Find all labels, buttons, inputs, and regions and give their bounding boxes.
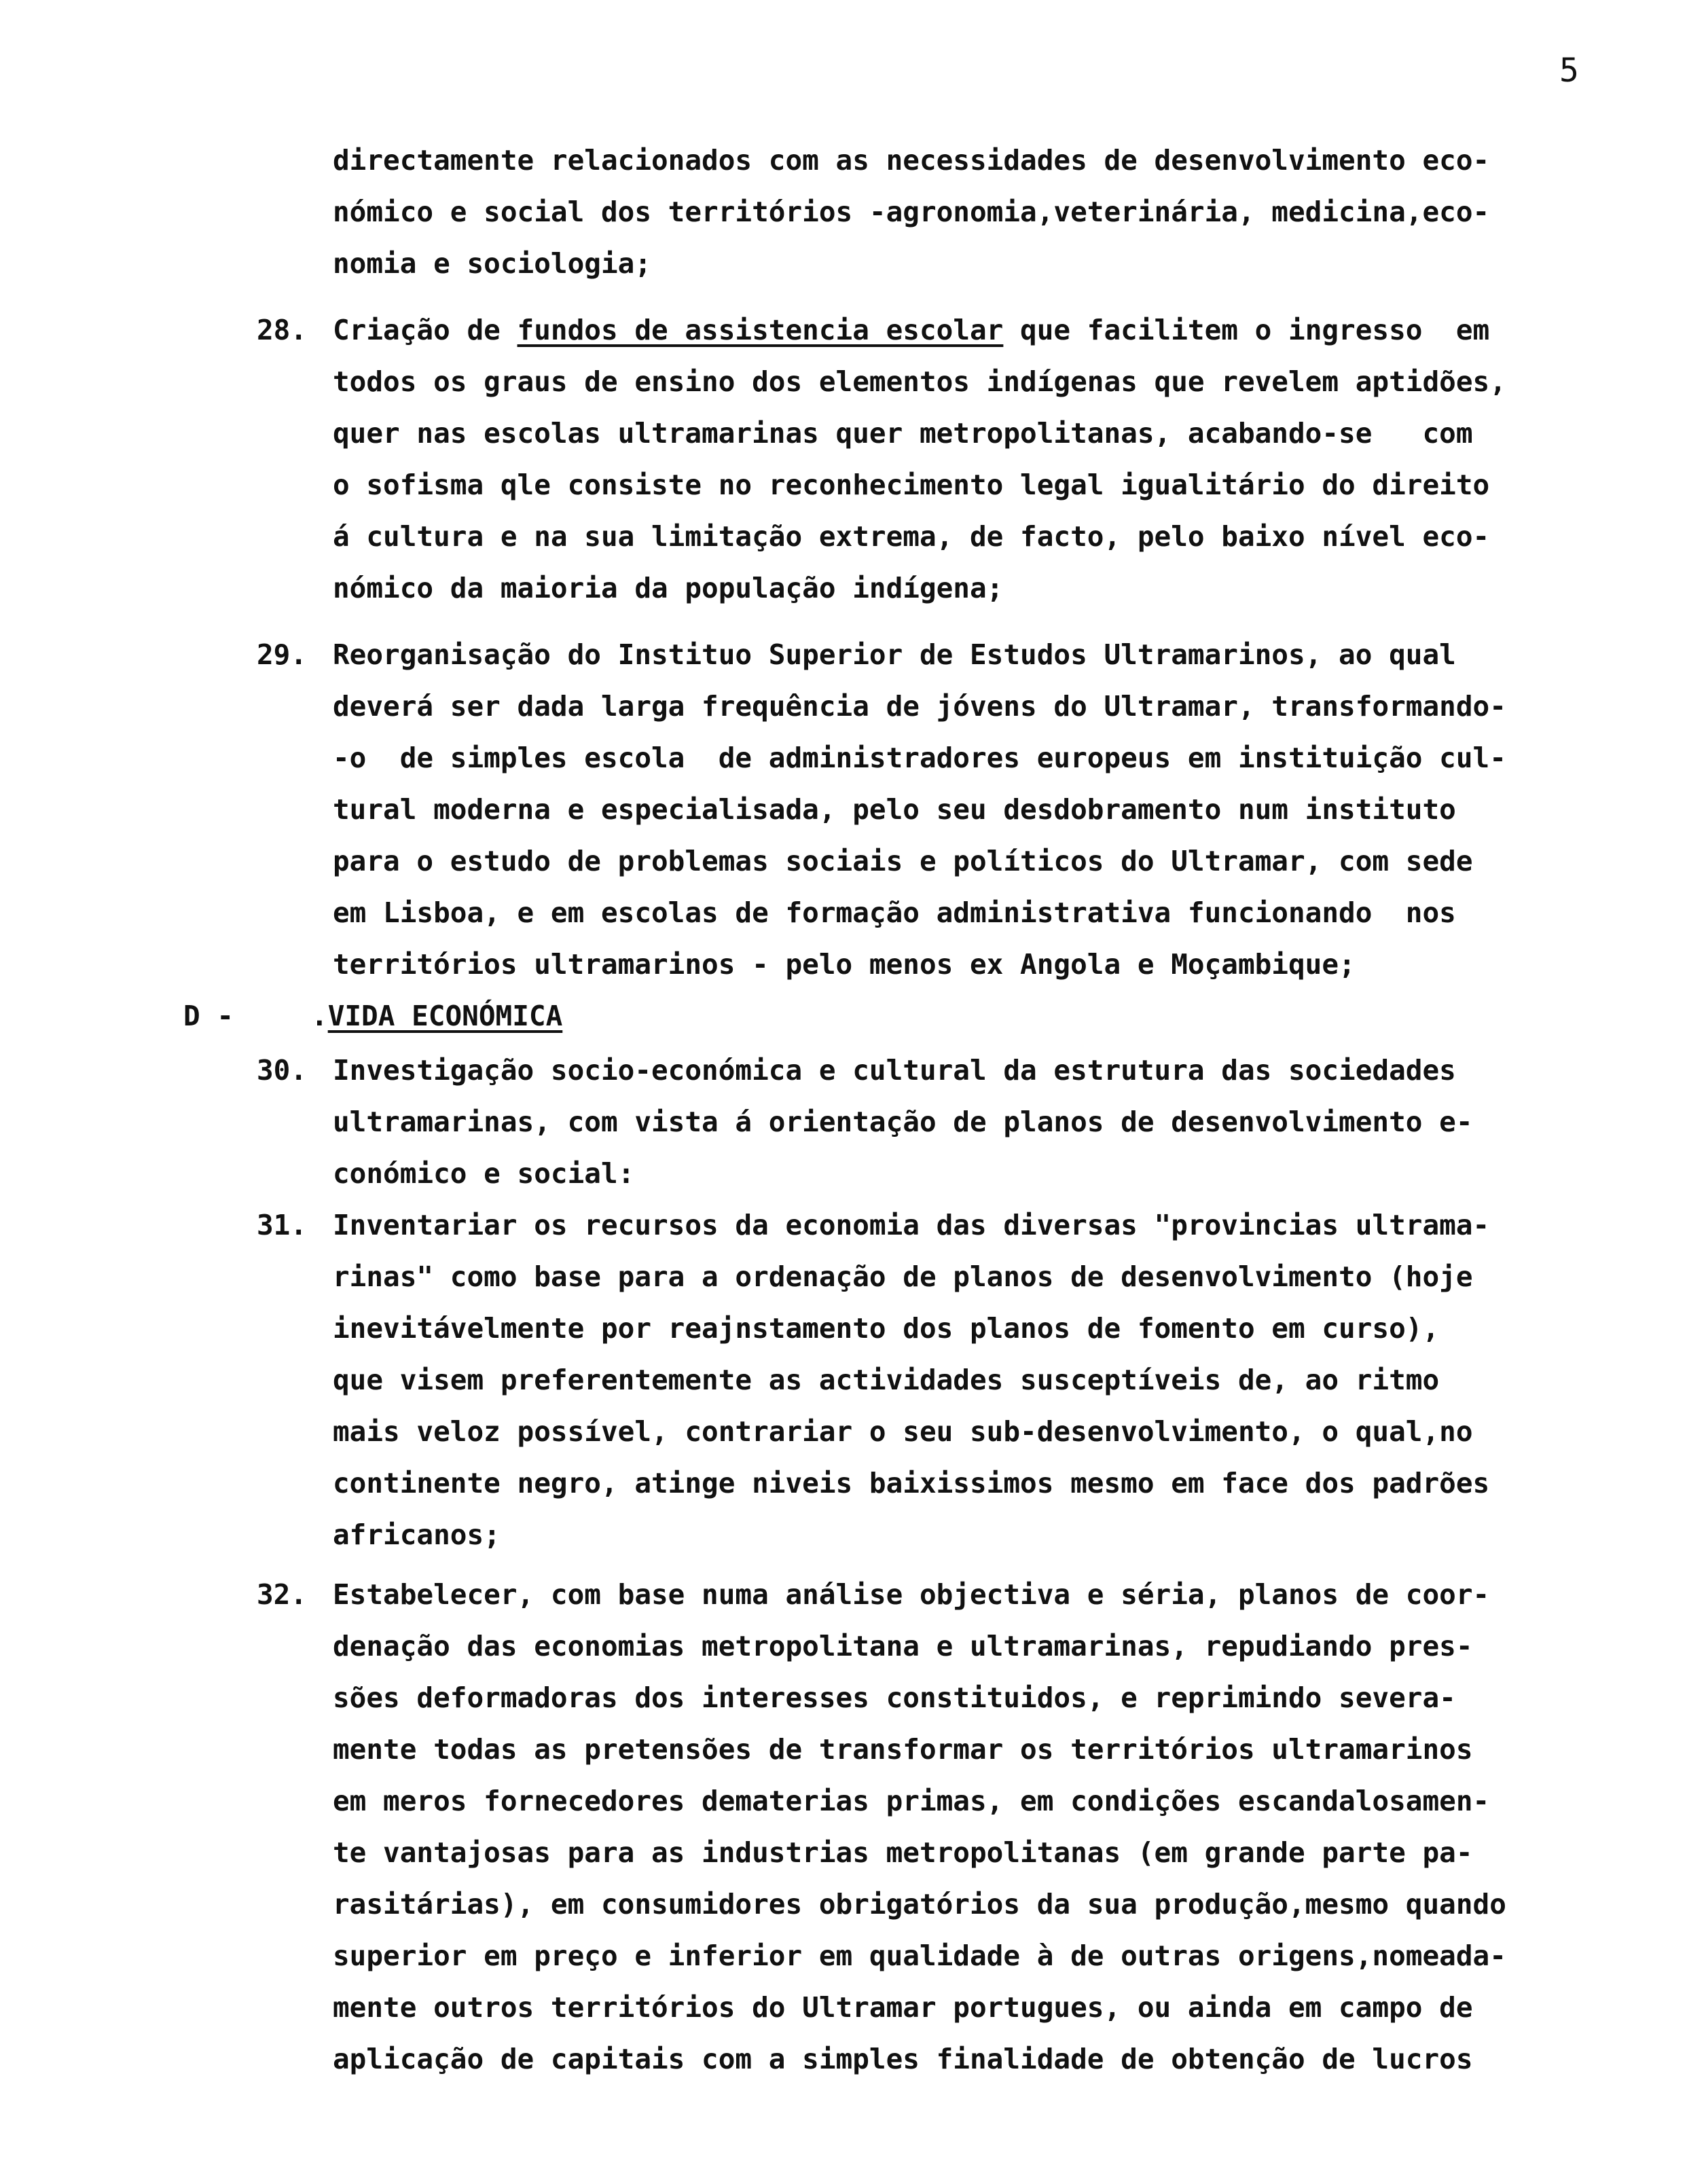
text-line: aplicação de capitais com a simples finalidade de obtenção de lucros [333, 2043, 1473, 2075]
text-line: continente negro, atinge niveis baixissimos mesmo em face dos padrões [333, 1467, 1490, 1499]
text-line: nomia e sociologia; [333, 247, 651, 280]
text-line: deverá ser dada larga frequência de jóvens do Ultramar, transformando- [333, 690, 1506, 723]
text-line: Estabelecer, com base numa análise objectiva e séria, planos de coor- [333, 1578, 1490, 1611]
text-line: rasitárias), em consumidores obrigatórios da sua produção,mesmo quando [333, 1888, 1506, 1921]
underlined-phrase: fundos de assistencia escolar [517, 314, 1004, 346]
text-line: para o estudo de problemas sociais e políticos do Ultramar, com sede [333, 845, 1473, 877]
text-line: mais veloz possível, contrariar o seu sub-desenvolvimento, o qual,no [333, 1415, 1473, 1448]
text-line: te vantajosas para as industrias metropolitanas (em grande parte pa- [333, 1836, 1473, 1869]
text-line [333, 316, 1489, 344]
text-line: em meros fornecedores dematerias primas, em condições escandalosamen- [333, 1785, 1490, 1817]
text-line: africanos; [333, 1518, 501, 1551]
section-letter: D - [183, 1000, 234, 1032]
text-line: conómico e social: [333, 1157, 635, 1190]
item-number-29: 29. [257, 638, 308, 671]
text-line: ultramarinas, com vista á orientação de planos de desenvolvimento e- [333, 1106, 1473, 1138]
text-line: em Lisboa, e em escolas de formação administrativa funcionando nos [333, 896, 1456, 929]
item-number-32: 32. [257, 1578, 308, 1611]
item-number-31: 31. [257, 1209, 308, 1241]
text-line: á cultura e na sua limitação extrema, de facto, pelo baixo nível eco- [333, 520, 1490, 553]
text-line: todos os graus de ensino dos elementos indígenas que revelem aptidões, [333, 365, 1506, 398]
text-line: rinas" como base para a ordenação de planos de desenvolvimento (hoje [333, 1260, 1473, 1293]
page-number: 5 [1559, 52, 1579, 90]
text-line: o sofisma qle consiste no reconhecimento legal igualitário do direito [333, 469, 1490, 501]
text-line: directamente relacionados com as necessidades de desenvolvimento eco- [333, 144, 1490, 177]
text-fragment: que facilitem o ingresso em [1003, 314, 1490, 346]
text-line: inevitávelmente por reajnstamento dos planos de fomento em curso), [333, 1312, 1440, 1345]
text-line: Inventariar os recursos da economia das diversas "provincias ultrama- [333, 1209, 1490, 1241]
text-line: nómico da maioria da população indígena; [333, 572, 1004, 604]
text-line: sões deformadoras dos interesses constituidos, e reprimindo severa- [333, 1681, 1456, 1714]
text-line: Reorganisação do Instituo Superior de Estudos Ultramarinos, ao qual [333, 638, 1456, 671]
section-title: VIDA ECONÓMICA [327, 1000, 563, 1032]
item-number-30: 30. [257, 1054, 308, 1087]
text-line: -o de simples escola de administradores europeus em instituição cul- [333, 742, 1506, 774]
item-number-28: 28. [257, 314, 308, 346]
text-line: territórios ultramarinos - pelo menos ex Angola e Moçambique; [333, 948, 1356, 981]
section-heading: .VIDA ECONÓMICA [311, 1000, 563, 1032]
text-line: que visem preferentemente as actividades susceptíveis de, ao ritmo [333, 1364, 1440, 1396]
text-line: denação das economias metropolitana e ultramarinas, repudiando pres- [333, 1630, 1473, 1662]
text-line: mente todas as pretensões de transformar os territórios ultramarinos [333, 1733, 1473, 1766]
text-line: Investigação socio-económica e cultural da estrutura das sociedades [333, 1054, 1456, 1087]
text-fragment: Criação de [333, 314, 518, 346]
text-line: nómico e social dos territórios -agronomia,veterinária, medicina,eco- [333, 196, 1490, 228]
text-line: mente outros territórios do Ultramar portugues, ou ainda em campo de [333, 1991, 1473, 2024]
text-line: superior em preço e inferior em qualidade à de outras origens,nomeada- [333, 1940, 1506, 1972]
text-line: tural moderna e especialisada, pelo seu desdobramento num instituto [333, 793, 1456, 826]
text-line: quer nas escolas ultramarinas quer metropolitanas, acabando-se com [333, 417, 1473, 450]
